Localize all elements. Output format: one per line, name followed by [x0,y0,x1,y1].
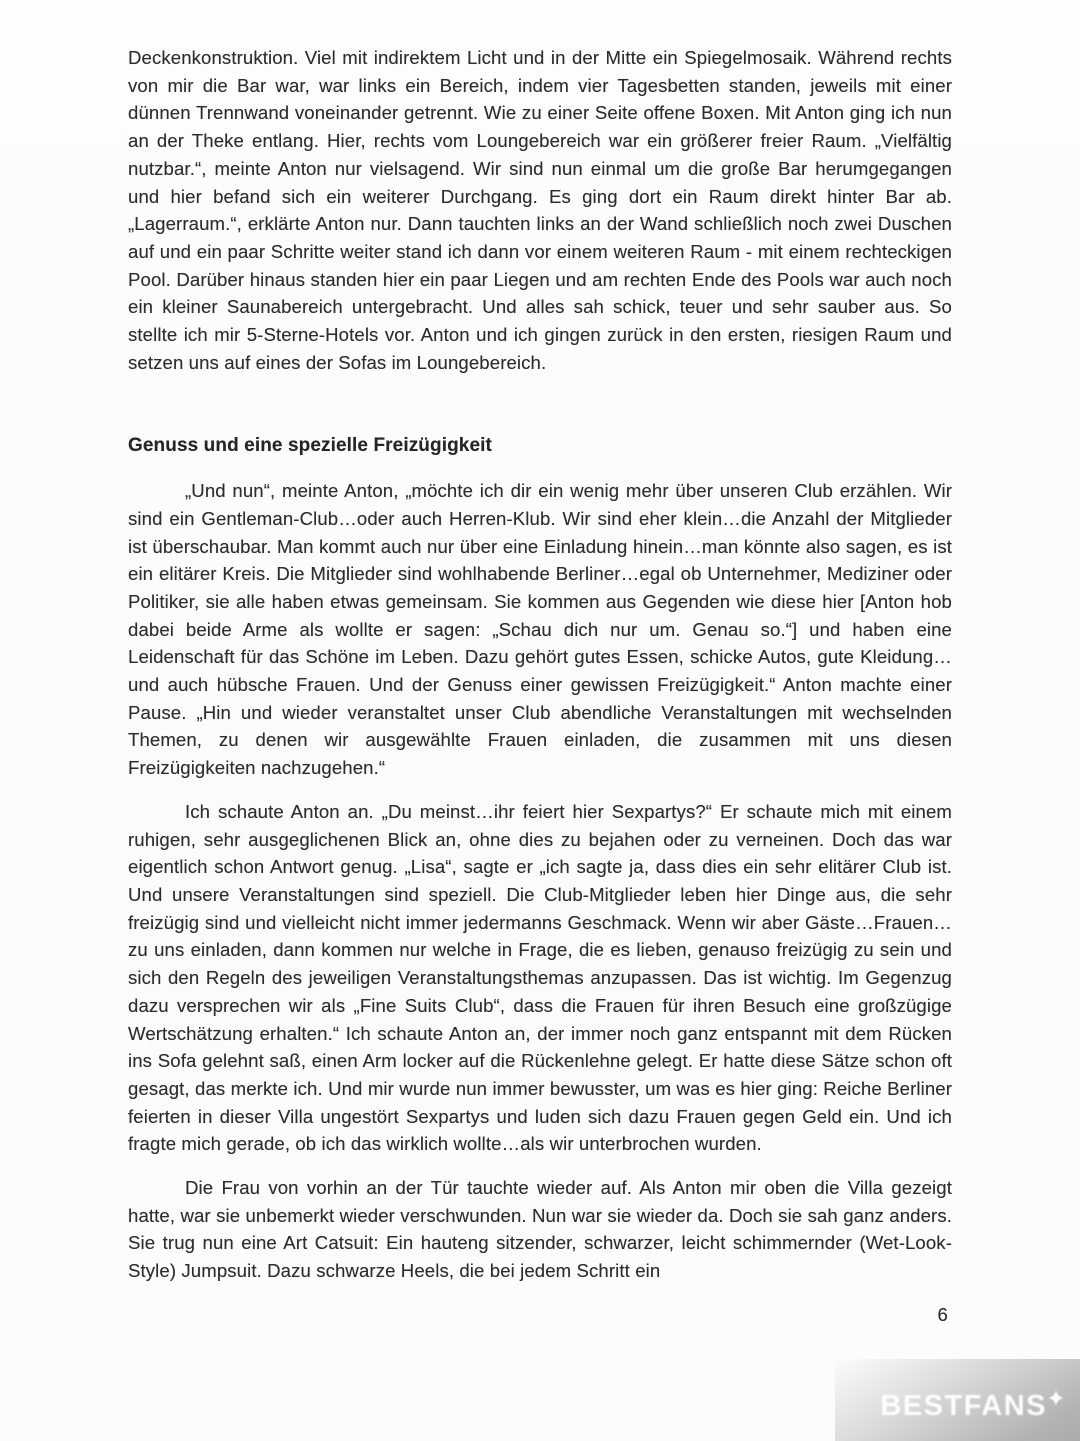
section-heading: Genuss und eine spezielle Freizügigkeit [128,435,492,457]
bestfans-watermark [835,1359,1080,1441]
page-number: 6 [937,1303,948,1325]
paragraph: Ich schaute Anton an. „Du meinst…ihr feiert hier Sexpartys?“ Er schaute mich mit einem ruhigen, sehr ausgeglichenen Blick an, ohne dies zu bejahen oder zu verneinen. Doch das war eigentlich schon Antwort genug. „Lisa“, sagte er „ich sagte ja, dass dies ein sehr elitärer Club ist. Und unsere Veranstaltungen sind speziell. Die Club-Mitglieder leben hier Dinge aus, die sehr freizügig sind und vielleicht nicht immer jedermanns Geschmack. Wenn wir aber Gäste…Frauen…zu uns einladen, dann kommen nur welche in Frage, die es lieben, genauso freizügig zu sein und sich den Regeln des jeweiligen Veranstaltungsthemas anzupassen. Das ist wichtig. Im Gegenzug dazu versprechen wir als „Fine Suits Club“, dass die Frauen für ihren Besuch eine großzügige Wertschätzung erhalten.“ Ich schaute Anton an, der immer noch ganz entspannt mit dem Rücken ins Sofa gelehnt saß, einen Arm locker auf die Rückenlehne gelegt. Er hatte diese Sätze schon oft gesagt, das merkte ich. Und mir wurde nun immer bewusster, um was es hier ging: Reiche Berliner feierten in dieser Villa ungestört Sexpartys und luden sich dazu Frauen gegen Geld ein. Und ich fragte mich gerade, ob ich das wirklich wollte…als wir unterbrochen wurden. [128,800,952,1155]
bestfans-logo-text: BESTFANS [880,1389,1047,1422]
paragraph-continuation: Deckenkonstruktion. Viel mit indirektem Licht und in der Mitte ein Spiegelmosaik. Während rechts von mir die Bar war, war links ein Bereich, indem vier Tagesbetten standen, jeweils mit einer dünnen Trennwand voneinander getrennt. Wie zu einer Seite offene Boxen. Mit Anton ging ich nun an der Theke entlang. Hier, rechts vom Loungebereich war ein größerer freier Raum. „Vielfältig nutzbar.“, meinte Anton nur vielsagend. Wir sind nun einmal um die große Bar herumgegangen und hier befand sich ein weiterer Durchgang. Es ging dort ein Raum direkt hinter Bar ab. „Lagerraum.“, erklärte Anton nur. Dann tauchten links an der Wand schließlich noch zwei Duschen auf und ein paar Schritte weiter stand ich dann vor einem weiteren Raum - mit einem rechteckigen Pool. Darüber hinaus standen hier ein paar Liegen und am rechten Ende des Pools war auch noch ein kleiner Saunabereich untergebracht. Und alles sah schick, teuer und sehr sauber aus. So stellte ich mir 5-Sterne-Hotels vor. Anton und ich gingen zurück in den ersten, riesigen Raum und setzen uns auf eines der Sofas im Loungebereich. [128,47,952,373]
paragraph: Die Frau von vorhin an der Tür tauchte wieder auf. Als Anton mir oben die Villa gezeigt hatte, war sie unbemerkt wieder verschwunden. Nun war sie wieder da. Doch sie sah ganz anders. Sie trug nun eine Art Catsuit: Ein hauteng sitzender, schwarzer, leicht schimmernder (Wet-Look-Style) Jumpsuit. Dazu schwarze Heels, die bei jedem Schritt ein [128,1177,952,1282]
paragraph: „Und nun“, meinte Anton, „möchte ich dir ein wenig mehr über unseren Club erzählen. Wir sind ein Gentleman-Club…oder auch Herren-Klub. Wir sind eher klein…die Anzahl der Mitglieder ist überschaubar. Man kommt auch nur über eine Einladung hinein…man könnte also sagen, es ist ein elitärer Kreis. Die Mitglieder sind wohlhabende Berliner…egal ob Unternehmer, Mediziner oder Politiker, sie alle haben etwas gemeinsam. Sie kommen aus Gegenden wie diese hier [Anton hob dabei beide Arme als wollte er sagen: „Schau dich nur um. Genau so.“] und haben eine Leidenschaft für das Schöne im Leben. Dazu gehört gutes Essen, schicke Autos, gute Kleidung…und auch hübsche Frauen. Und der Genuss einer gewissen Freizügigkeit.“ Anton machte einer Pause. „Hin und wieder veranstaltet unser Club abendliche Veranstaltungen mit wechselnden Themen, zu denen wir ausgewählte Frauen einladen, die zusammen mit uns diesen Freizügigkeiten nachzugehen.“ [128,480,952,779]
text-block [128,44,952,1329]
star-icon [1048,1390,1064,1406]
